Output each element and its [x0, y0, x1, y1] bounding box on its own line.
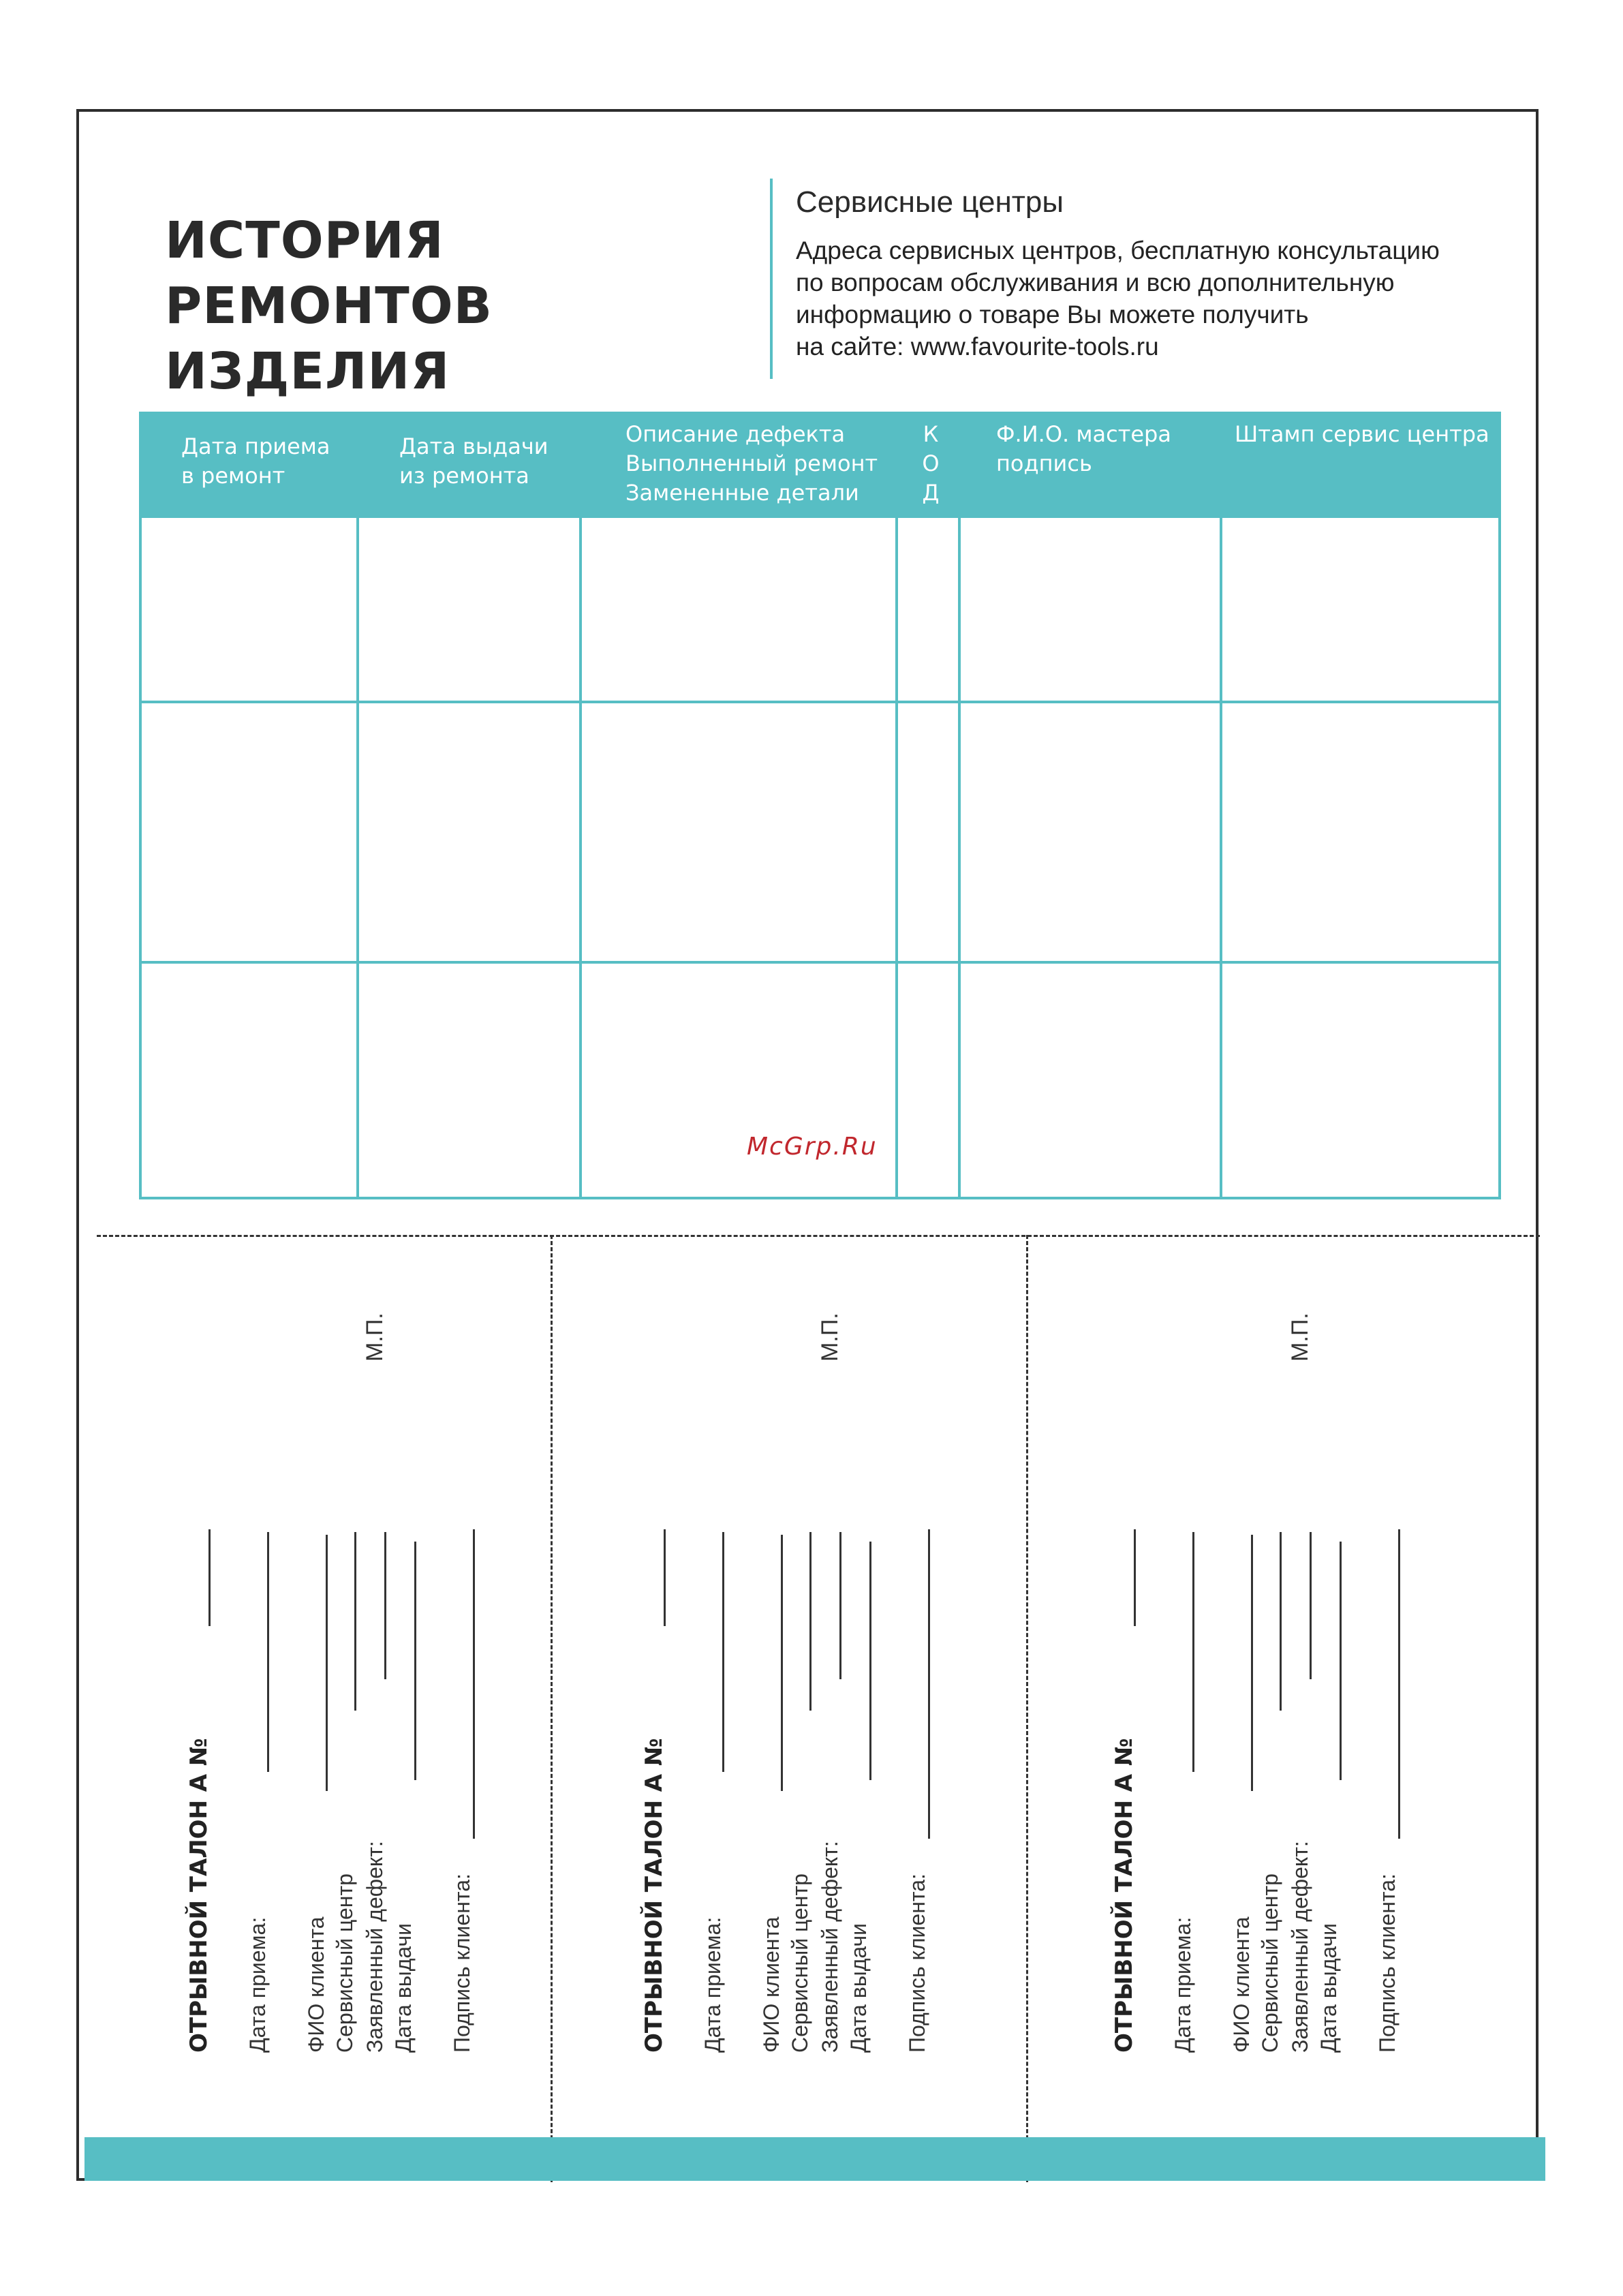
coupon-date-issued: Дата выдачи: [391, 1923, 416, 2053]
tear-off-coupon: [1096, 1235, 1566, 2134]
declared-defect-line: [839, 1532, 841, 1679]
date-received-line: [1192, 1532, 1194, 1772]
client-name-line: [326, 1535, 328, 1791]
coupon-client-name: ФИО клиента: [1229, 1916, 1254, 2053]
tear-off-coupon: [170, 1235, 640, 2134]
service-centers-text: [796, 234, 1518, 363]
repair-history-table: [139, 412, 1501, 1199]
date-issued-line: [1340, 1542, 1342, 1780]
service-centers-heading: Сервисные центры: [796, 185, 1064, 219]
coupon-declared-defect: Заявленный дефект:: [1288, 1841, 1312, 2053]
client-signature-line: [928, 1529, 930, 1839]
coupon-date-issued: Дата выдачи: [846, 1923, 871, 2053]
watermark: McGrp.Ru: [747, 1133, 878, 1161]
coupon-title: ОТРЫВНОЙ ТАЛОН А №: [1111, 1738, 1138, 2053]
header-text: из ремонта: [399, 463, 529, 489]
coupon-number-line: [208, 1529, 211, 1626]
header-stamp: [1235, 414, 1489, 518]
coupon-date-received: Дата приема:: [1171, 1916, 1195, 2053]
client-signature-line: [473, 1529, 475, 1839]
date-received-line: [267, 1532, 269, 1772]
header-text: К: [923, 421, 939, 447]
column-divider: [1220, 414, 1222, 1197]
column-divider: [958, 414, 961, 1197]
client-name-line: [1251, 1535, 1253, 1791]
coupon-date-received: Дата приема:: [245, 1916, 270, 2053]
coupon-client-signature: Подпись клиента:: [1375, 1873, 1400, 2053]
header-text: Дата приема: [181, 433, 330, 459]
coupon-client-name: ФИО клиента: [304, 1916, 328, 2053]
header-text: подпись: [996, 450, 1092, 476]
stamp-placeholder: М.П.: [1287, 1313, 1313, 1362]
title-line-2: ИЗДЕЛИЯ: [165, 342, 450, 401]
coupon-client-signature: Подпись клиента:: [450, 1873, 474, 2053]
coupon-client-signature: Подпись клиента:: [905, 1873, 929, 2053]
date-issued-line: [414, 1542, 416, 1780]
header-text: Штамп сервис центра: [1235, 421, 1489, 447]
client-signature-line: [1398, 1529, 1400, 1839]
coupon-service-center: Сервисный центр: [333, 1873, 357, 2053]
column-divider: [579, 414, 582, 1197]
coupon-declared-defect: Заявленный дефект:: [818, 1841, 842, 2053]
header-defect-description: [625, 414, 878, 518]
service-center-line: [1280, 1532, 1282, 1711]
header-text: Ф.И.О. мастера: [996, 421, 1171, 447]
stamp-placeholder: М.П.: [817, 1313, 843, 1362]
declared-defect-line: [384, 1532, 386, 1679]
declared-defect-line: [1310, 1532, 1312, 1679]
accent-divider: [770, 179, 773, 379]
header-text: Описание дефекта: [625, 421, 846, 447]
bottom-accent-band: [84, 2137, 1545, 2181]
header-date-received: [181, 414, 330, 518]
header-code: [917, 414, 944, 518]
coupon-date-issued: Дата выдачи: [1316, 1923, 1341, 2053]
coupon-title: ОТРЫВНОЙ ТАЛОН А №: [185, 1738, 213, 2053]
page-title: [165, 208, 778, 404]
stamp-placeholder: М.П.: [362, 1313, 388, 1362]
header-text: Замененные детали: [625, 480, 859, 506]
title-line-1: ИСТОРИЯ РЕМОНТОВ: [165, 211, 493, 335]
header-text: О: [922, 450, 940, 476]
table-header: [142, 414, 1498, 518]
row-divider: [142, 961, 1498, 964]
date-received-line: [722, 1532, 724, 1772]
column-divider: [356, 414, 359, 1197]
service-centers-url-line: на сайте: www.favourite-tools.ru: [796, 333, 1159, 361]
service-centers-line: информацию о товаре Вы можете получить: [796, 301, 1309, 328]
coupon-number-line: [1134, 1529, 1136, 1626]
service-centers-line: по вопросам обслуживания и всю дополнительную: [796, 269, 1395, 296]
coupon-number-line: [664, 1529, 666, 1626]
coupon-client-name: ФИО клиента: [759, 1916, 784, 2053]
client-name-line: [781, 1535, 783, 1791]
service-centers-line: Адреса сервисных центров, бесплатную консультацию: [796, 236, 1440, 264]
column-divider: [895, 414, 898, 1197]
tear-off-coupon: [625, 1235, 1096, 2134]
coupon-date-received: Дата приема:: [700, 1916, 725, 2053]
coupon-service-center: Сервисный центр: [1258, 1873, 1282, 2053]
coupon-service-center: Сервисный центр: [788, 1873, 812, 2053]
header-text: Д: [922, 480, 940, 506]
coupon-title: ОТРЫВНОЙ ТАЛОН А №: [640, 1738, 668, 2053]
service-center-line: [809, 1532, 812, 1711]
header-master-name: [996, 414, 1171, 518]
row-divider: [142, 701, 1498, 703]
coupon-declared-defect: Заявленный дефект:: [362, 1841, 387, 2053]
header-text: Дата выдачи: [399, 433, 548, 459]
header-text: Выполненный ремонт: [625, 450, 878, 476]
service-center-line: [354, 1532, 356, 1711]
date-issued-line: [869, 1542, 871, 1780]
header-text: в ремонт: [181, 463, 285, 489]
header-date-issued: [399, 414, 548, 518]
